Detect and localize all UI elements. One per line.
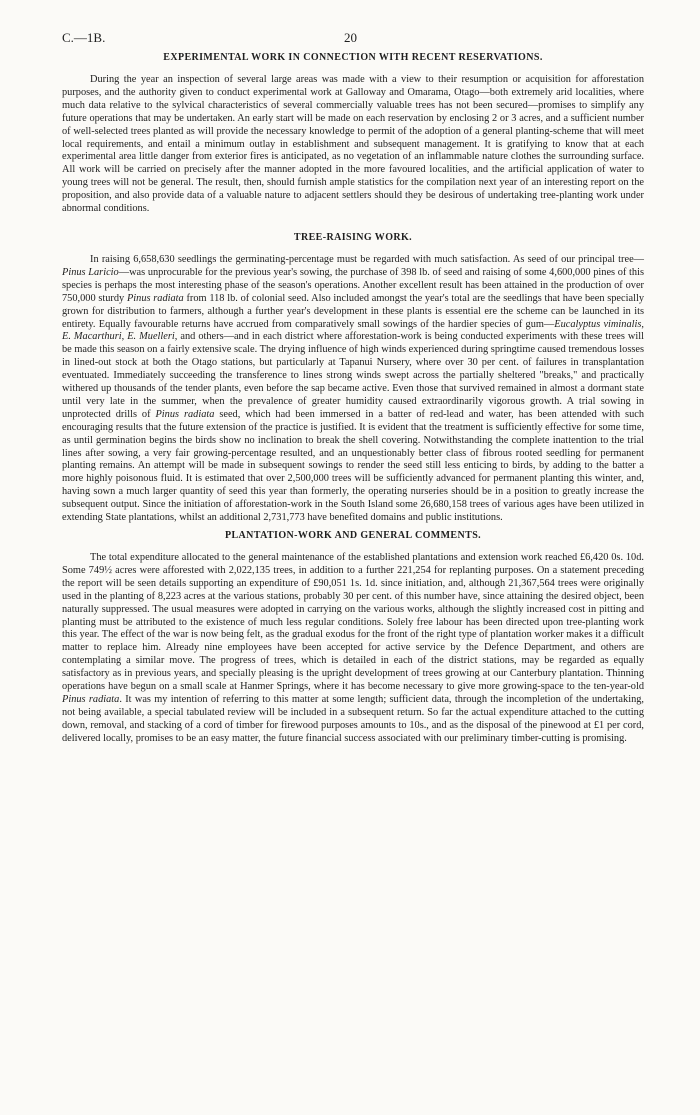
section-title-plantation-work: PLANTATION-WORK AND GENERAL COMMENTS. <box>224 530 482 541</box>
page-header <box>62 30 644 52</box>
paragraph-experimental-work: During the year an inspection of several large areas was made with a view to their resumption or acquisition for afforestation purposes, and the authority given to conduct experimental work at Galloway and Omarama, Otago—both extremely arid localities, where much data relative to the sylvical characteristics of several commercially valuable trees has not been secured—promises to simplify any future operations that may be undertaken. An early start will be made on each reservation by enclosing 2 or 3 acres, and a sufficient number of well-selected trees planted as will provide the necessary knowledge to permit of the adoption of a general planting-scheme that will meet local requirements, and entail a minimum outlay in establishment and subsequent management. It is gratifying to know that at each experimental area little danger from exterior fires is anticipated, as no vegetation of an inflammable nature clothes the surrounding surface. All work will be carried on precisely after the manner adopted in the more favoured localities, and the artificial application of water to young trees will not be general. The result, then, should furnish ample statistics for the compilation next year of an interesting report on the proposition, and also provide data of a valuable nature to adjacent settlers should they be desirous of undertaking tree-planting work under abnormal conditions. <box>62 74 644 215</box>
document-page <box>62 30 644 746</box>
document-reference: C.—1B. <box>62 30 106 45</box>
paragraph-tree-raising: In raising 6,658,630 seedlings the germinating-percentage must be regarded with much satisfaction. As seed of our principal tree—Pinus Laricio—was unprocurable for the previous year's sowing, the purchase of 398 lb. of seed and raising of some 4,600,000 pines of this species is perhaps the most interesting phase of the season's operations. Another excellent result has been attained in the production of over 750,000 sturdy Pinus radiata from 118 lb. of colonial seed. Also included amongst the year's total are the seedlings that have been specially grown for distribution to farmers, although a further year's development in these plants is essential ere the scheme can be launched in its entirety. Equally favourable returns have accrued from comparatively small sowings of the hardier species of gum—Eucalyptus viminalis, E. Macarthuri, E. Muelleri, and others—and in each district where afforestation-work is being conducted experiments with these trees will be made this season on a fairly extensive scale. The drying influence of high winds experienced during springtime caused tremendous losses in lined-out stock at both the Otago stations, but particularly at Tapanui Nursery, where over 30 per cent. of failures in transplantation eventuated. Immediately succeeding the transference to lines strong winds swept across the partially sheltered "breaks," and practically withered up thousands of the tender plants, even before the sap became active. Even those that survived remained in almost a dormant state until very late in the summer, when the prevalence of greater humidity caused extraordinarily vigorous growth. A trial sowing in unprotected drills of Pinus radiata seed, which had been immersed in a batter of red-lead and water, has been attended with such encouraging results that the future extension of the practice is justified. It is evident that the treatment is sufficiently effective for some time, as until germination begins the birds show no inclination to break the shell covering. Notwithstanding the complete inattention to the trial lines after sowing, a very fair growing-percentage resulted, and an unquestionably better class of fibrous rooted seedling for permanent planting remains. An attempt will be made in subsequent sowings to render the seed still less enticing to birds, by adding to the batter a more highly poisonous fluid. It is estimated that over 2,500,000 trees will be sufficiently advanced for permanent planting this winter, and, having sown a much larger quantity of seed this year than formerly, the operating nurseries should be in a position to greatly increase the subsequent output. Since the initiation of afforestation-work in the South Island some 26,680,158 trees of various ages have been utilized in extending State plantations, whilst an additional 2,731,773 have benefited domains and public institutions. <box>62 253 645 524</box>
section-title-experimental-work: EXPERIMENTAL WORK IN CONNECTION WITH RECENT RESERVATIONS. <box>163 52 543 63</box>
page-number: 20 <box>344 30 357 45</box>
paragraph-plantation-work: The total expenditure allocated to the general maintenance of the established plantations and extension work reached £6,420 0s. 10d. Some 749½ acres were afforested with 2,022,135 trees, in addition to a further 221,254 for replanting purposes. On a statement preceding the report will be seen details supporting an expenditure of £90,051 1s. 1d. since initiation, and, although 21,367,564 trees were originally used in the planting of 8,223 acres at the various stations, probably 30 per cent. of this number have, since attaining the desired object, been naturally suppressed. The usual measures were adopted in carrying on the various works, although the slightly increased cost in pitting and planting must be attributed to the existence of much less regular conditions. Solely free labour has been directed upon tree-planting work this year. The effect of the war is now being felt, as the gradual exodus for the front of the right type of plantation worker makes it a difficult matter to replace him. Already nine employees have been accepted for active service by the Defence Department, and others are contemplating a similar move. The progress of trees, which is detailed in each of the district stations, may be regarded as equally satisfactory as in previous years, and specially pleasing is the upright development of trees growing at our Canterbury plantation. Thinning operations have begun on a small scale at Hanmer Springs, where it has become necessary to give more growing-space to the ten-year-old Pinus radiata. It was my intention of referring to this matter at some length; sufficient data, through the incompletion of the undertaking, not being available, a special tabulated review will be included in a subsequent return. So far the actual expenditure attached to the cutting down, removal, and stacking of a cord of timber for firewood purposes amounts to 10s., and as the disposal of the pinewood at £1 per cord, delivered locally, promises to be an easy matter, the future financial success associated with our preliminary timber-cutting is promising. <box>62 552 644 744</box>
section-title-tree-raising: TREE-RAISING WORK. <box>293 231 413 243</box>
